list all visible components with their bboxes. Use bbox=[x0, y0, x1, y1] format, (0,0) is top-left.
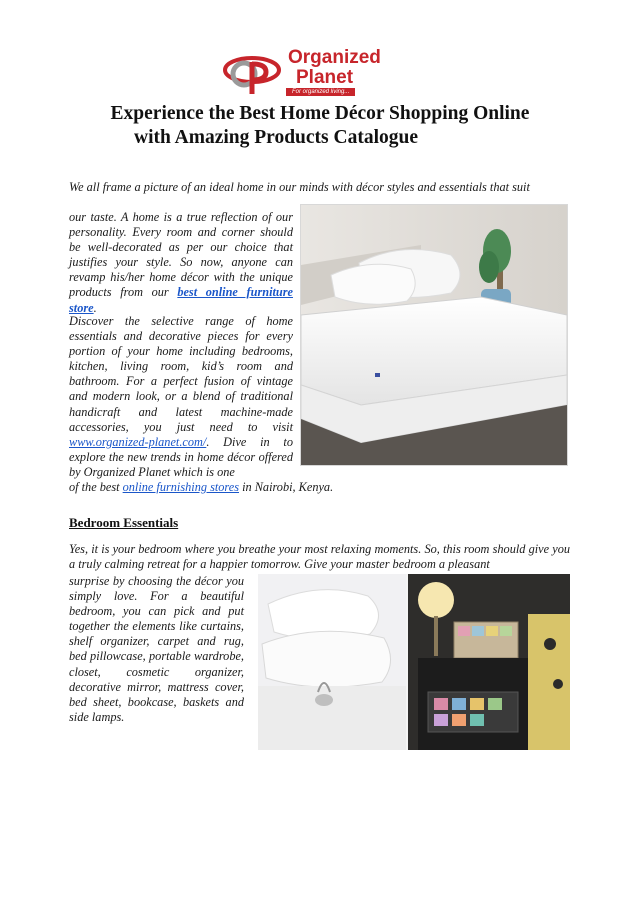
intro-paragraph bbox=[69, 210, 293, 316]
title-line-1: Experience the Best Home Décor Shopping Online bbox=[110, 103, 530, 124]
logo-text-organized: Organized bbox=[288, 47, 381, 68]
discover-end-text: of the best bbox=[69, 480, 123, 494]
discover-paragraph-end bbox=[69, 480, 469, 495]
discover-text-2: . Dive in to explore the new trends in home décor offered by Organized Planet which is one bbox=[69, 434, 293, 479]
logo-tagline: For organized living... bbox=[286, 88, 355, 96]
title-line-2: with Amazing Products Catalogue bbox=[133, 127, 419, 148]
organized-planet-logo-icon bbox=[222, 48, 282, 98]
discover-end-text-2: in Nairobi, Kenya. bbox=[239, 480, 334, 494]
bedroom-essentials-collage-image bbox=[258, 574, 570, 750]
best-online-furniture-store-link[interactable]: best online furniture store bbox=[69, 285, 293, 315]
online-furnishing-stores-link[interactable]: online furnishing stores bbox=[122, 480, 239, 494]
intro-after-link: . bbox=[93, 300, 97, 315]
page-title bbox=[70, 102, 570, 150]
discover-text: Discover the selective range of home essentials and decorative pieces for every portion of your home including bedrooms, kitchen, living room, kid’s room and bathroom. For a perfect fusion of vintage and modern look, or a blend of traditional handicraft and latest machine-made accessories, you just need to visit bbox=[69, 314, 293, 434]
organized-planet-website-link[interactable]: www.organized-planet.com/ bbox=[69, 434, 207, 449]
logo-text-planet: Planet bbox=[296, 67, 354, 88]
bedroom-intro: Yes, it is your bedroom where you breathe your most relaxing moments. So, this room should give you a truly calming retreat for a happier tomorrow. Give your master bedroom a pleasant bbox=[69, 542, 570, 572]
bedroom-paragraph: surprise by choosing the décor you simply love. For a beautiful bedroom, you can pick and put together the elements like curtains, shelf organizer, carpet and rug, bed pillowcase, portable wardrobe, closet, cosmetic organizer, decorative mirror, mattress cover, bed sheet, bookcase, baskets and side lamps. bbox=[69, 574, 244, 724]
section-heading-bedroom-essentials: Bedroom Essentials bbox=[69, 515, 179, 530]
intro-first-line: We all frame a picture of an ideal home in our minds with décor styles and essentials that suit bbox=[69, 180, 530, 194]
mattress-cover-image bbox=[300, 204, 568, 466]
intro-text: our taste. A home is a true reflection of our personality. Every room and corner should be well-decorated as per our choice that justifies your style. So now, anyone can revamp his/her home décor with the unique products from our bbox=[69, 210, 293, 300]
brand-logo[interactable] bbox=[222, 44, 392, 100]
discover-paragraph bbox=[69, 314, 293, 480]
